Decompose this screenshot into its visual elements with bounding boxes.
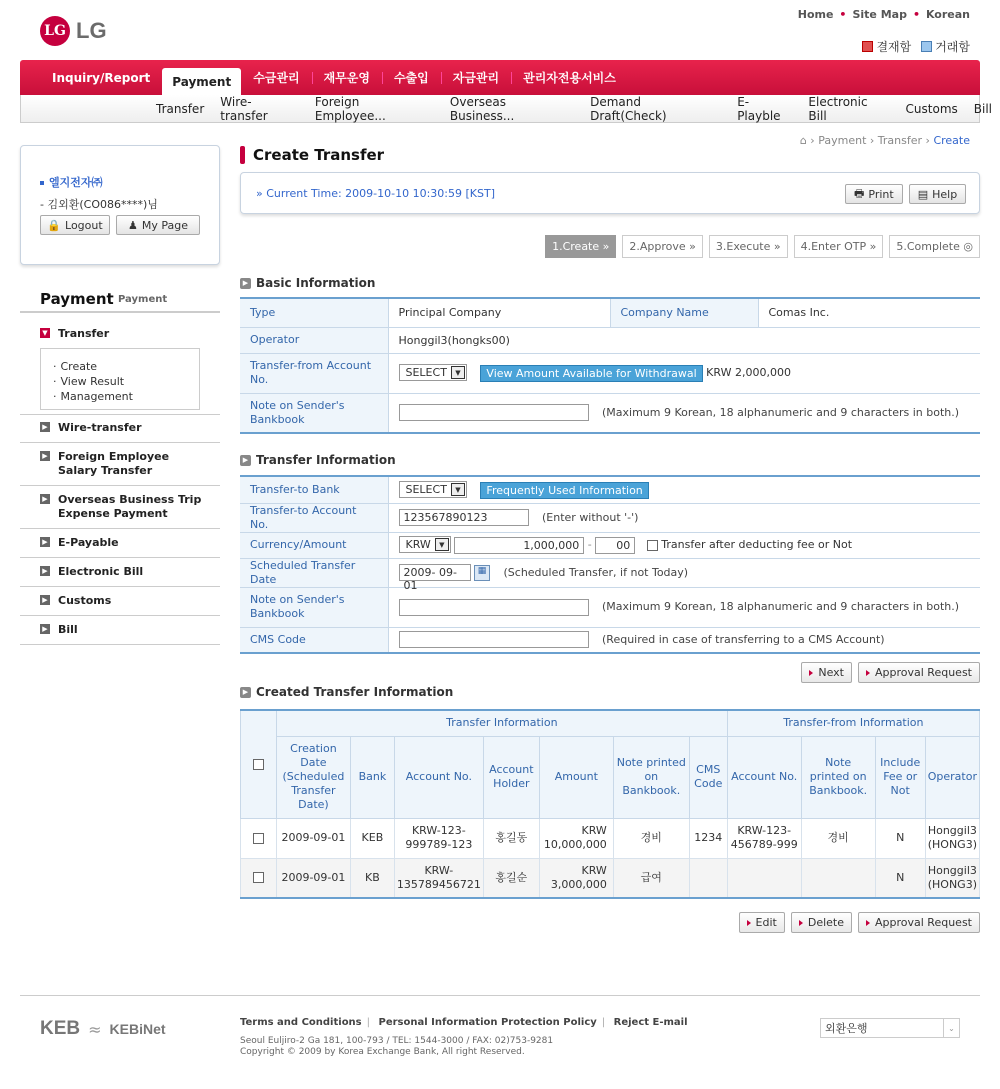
breadcrumb: ⌂ › Payment › Transfer › Create bbox=[799, 134, 970, 147]
basic-info-table bbox=[240, 297, 980, 434]
dropdown-arrow-icon: ▼ bbox=[435, 538, 449, 551]
reject-email-link[interactable]: Reject E-mail bbox=[613, 1017, 688, 1028]
section-title-text: Created Transfer Information bbox=[256, 685, 454, 699]
footer-divider bbox=[20, 995, 980, 996]
collapse-icon: ▼ bbox=[40, 328, 50, 338]
print-icon: 🖶 bbox=[854, 186, 865, 200]
home-link[interactable]: Home bbox=[797, 8, 834, 21]
approval-box-label: 결재함 bbox=[876, 40, 912, 54]
gnb-finance[interactable]: 재무운영 bbox=[312, 60, 382, 95]
family-site-value: 외환은행 bbox=[825, 1022, 868, 1035]
created-info-title bbox=[240, 685, 453, 699]
select-all-checkbox[interactable] bbox=[253, 759, 264, 770]
person-icon: ♟ bbox=[127, 218, 138, 232]
scheduled-date-input[interactable]: 2009- 09-01 bbox=[399, 564, 471, 581]
cell-include-fee: N bbox=[875, 858, 925, 898]
approval-request-button[interactable]: Approval Request bbox=[858, 662, 980, 683]
row-checkbox[interactable] bbox=[253, 872, 264, 883]
deduct-fee-checkbox[interactable] bbox=[647, 540, 658, 551]
cell-operator: Honggil3 (HONG3) bbox=[925, 858, 979, 898]
section-icon: ▶ bbox=[240, 278, 251, 289]
cell-note: 급여 bbox=[613, 858, 689, 898]
sidebar-title: Payment bbox=[40, 290, 114, 308]
page-actions bbox=[845, 184, 966, 204]
top-links: Home • Site Map • Korean bbox=[797, 8, 970, 21]
gnb-inquiry-report[interactable]: Inquiry/Report bbox=[52, 70, 151, 85]
help-icon: ▤ bbox=[917, 187, 929, 201]
sidebar-item-label: Foreign Employee Salary Transfer bbox=[58, 450, 170, 477]
calendar-icon[interactable]: ▦ bbox=[474, 565, 490, 581]
cell-from-note: 경비 bbox=[801, 818, 875, 858]
from-account-select-value: SELECT bbox=[405, 366, 447, 380]
currency-select-value: KRW bbox=[405, 538, 431, 552]
sidebar-item-customs[interactable] bbox=[40, 594, 111, 607]
lg-logo[interactable] bbox=[40, 16, 107, 46]
currency-select[interactable] bbox=[399, 536, 451, 553]
step-indicator bbox=[545, 235, 980, 258]
expand-icon: ▶ bbox=[40, 494, 50, 504]
cell-bank: KEB bbox=[350, 818, 394, 858]
footer-links: Terms and Conditions | Personal Information Protection Policy | Reject E-mail bbox=[240, 1017, 688, 1028]
basic-info-title bbox=[240, 276, 375, 290]
sidebar-item-label: Bill bbox=[58, 623, 78, 636]
scheduled-date-label: Scheduled Transfer Date bbox=[240, 558, 388, 587]
cell-amount: KRW 3,000,000 bbox=[539, 858, 613, 898]
expand-icon: ▶ bbox=[40, 451, 50, 461]
cell-cms-code: 1234 bbox=[689, 818, 727, 858]
to-bank-select[interactable] bbox=[399, 481, 467, 498]
step-complete: 5.Complete ◎ bbox=[889, 235, 980, 258]
transaction-box-icon bbox=[921, 41, 932, 52]
my-page-button[interactable] bbox=[116, 215, 200, 235]
col-bank: Bank bbox=[350, 736, 394, 818]
cell-account-no: KRW-123-999789-123 bbox=[394, 818, 483, 858]
gnb-import-export[interactable]: 수출입 bbox=[382, 60, 441, 95]
sidebar-divider bbox=[20, 528, 220, 529]
sidebar-divider bbox=[20, 414, 220, 415]
approval-request-button-2[interactable]: Approval Request bbox=[858, 912, 980, 933]
keb-logo-text: KEB bbox=[40, 1018, 81, 1039]
expand-icon: ▶ bbox=[40, 624, 50, 634]
to-account-label: Transfer-to Account No. bbox=[240, 503, 388, 532]
table-row[interactable] bbox=[241, 858, 980, 898]
transfer-actions bbox=[801, 662, 980, 683]
subnav-bill[interactable]: Bill bbox=[973, 102, 993, 116]
submenu-create[interactable]: · Create bbox=[53, 359, 187, 374]
subnav-wire-transfer[interactable]: Wire-transfer bbox=[220, 95, 268, 123]
view-amount-button[interactable]: View Amount Available for Withdrawal bbox=[480, 365, 702, 382]
col-from-account-no: Account No. bbox=[727, 736, 801, 818]
step-create: 1.Create » bbox=[545, 235, 616, 258]
current-time: » Current Time: 2009-10-10 10:30:59 [KST] bbox=[256, 187, 495, 200]
dropdown-arrow-icon: ▼ bbox=[451, 366, 465, 379]
col-operator: Operator bbox=[925, 736, 979, 818]
group-header-transfer: Transfer Information bbox=[276, 710, 727, 736]
subnav-e-payable[interactable]: E-Playble bbox=[737, 95, 781, 123]
keb-wave-icon: ≈ bbox=[88, 1019, 102, 1039]
cell-from-note bbox=[801, 858, 875, 898]
decimal-input[interactable]: 00 bbox=[595, 537, 635, 554]
col-amount: Amount bbox=[539, 736, 613, 818]
company-name-label: Company Name bbox=[610, 298, 758, 327]
operator-label: Operator bbox=[240, 327, 388, 353]
cell-date: 2009-09-01 bbox=[276, 818, 350, 858]
sidebar-item-label: E-Payable bbox=[58, 536, 119, 549]
cell-cms-code bbox=[689, 858, 727, 898]
sidebar-divider bbox=[20, 485, 220, 486]
cell-from-account: KRW-123-456789-999 bbox=[727, 818, 801, 858]
company-name: 엘지전자㈜ bbox=[40, 174, 103, 190]
sub-nav bbox=[148, 95, 1000, 123]
address-text: Seoul Euljiro-2 Ga 181, 100-793 / TEL: 1544-3000 / FAX: 02)753-9281 bbox=[240, 1036, 554, 1046]
from-account-select[interactable] bbox=[399, 364, 467, 381]
type-label: Type bbox=[240, 298, 388, 327]
sidebar-item-label: Electronic Bill bbox=[58, 565, 144, 578]
sidebar-item-bill[interactable] bbox=[40, 623, 78, 636]
sidebar-divider bbox=[20, 557, 220, 558]
operator-value: Honggil3(hongks00) bbox=[388, 327, 980, 353]
home-icon[interactable]: ⌂ bbox=[799, 134, 807, 147]
help-label: Help bbox=[932, 187, 958, 201]
section-title-text: Transfer Information bbox=[256, 453, 396, 467]
table-row[interactable] bbox=[241, 818, 980, 858]
transaction-box-label: 거래함 bbox=[935, 40, 970, 54]
edit-button[interactable]: Edit bbox=[739, 912, 785, 933]
type-value: Principal Company bbox=[388, 298, 610, 327]
col-account-no: Account No. bbox=[394, 736, 483, 818]
sidebar-divider bbox=[20, 644, 220, 645]
transaction-box-link[interactable] bbox=[921, 38, 970, 55]
available-amount: KRW 2,000,000 bbox=[706, 366, 791, 380]
cell-holder: 홍길순 bbox=[483, 858, 539, 898]
cms-code-hint: (Required in case of transferring to a CMS Account) bbox=[602, 632, 885, 646]
to-account-input[interactable]: 123567890123 bbox=[399, 509, 529, 526]
transfer-info-title bbox=[240, 453, 396, 467]
language-link[interactable]: Korean bbox=[925, 8, 970, 21]
expand-icon: ▶ bbox=[40, 595, 50, 605]
sidebar-item-label: Transfer bbox=[58, 327, 110, 340]
subnav-customs[interactable]: Customs bbox=[905, 102, 958, 116]
sender-note-input[interactable] bbox=[399, 404, 589, 421]
group-header-transfer-from: Transfer-from Information bbox=[727, 710, 979, 736]
breadcrumb-transfer[interactable]: Transfer bbox=[877, 134, 923, 147]
step-enter-otp: 4.Enter OTP » bbox=[794, 235, 884, 258]
sidebar-item-label: Overseas Business Trip Expense Payment bbox=[58, 493, 202, 520]
sidebar-divider bbox=[20, 311, 220, 313]
amount-separator: - bbox=[587, 538, 592, 552]
cell-account-no: KRW-135789456721 bbox=[394, 858, 483, 898]
sidebar-item-e-payable[interactable] bbox=[40, 536, 119, 549]
dropdown-arrow-icon: ▼ bbox=[451, 483, 465, 496]
sidebar-item-transfer[interactable] bbox=[40, 327, 109, 340]
title-marker bbox=[240, 146, 245, 164]
col-from-note: Note printed on Bankbook. bbox=[801, 736, 875, 818]
cell-amount: KRW 10,000,000 bbox=[539, 818, 613, 858]
from-account-label: Transfer-from Account No. bbox=[240, 353, 388, 393]
row-checkbox[interactable] bbox=[253, 833, 264, 844]
help-button[interactable] bbox=[909, 184, 966, 204]
sidebar-divider bbox=[20, 586, 220, 587]
gnb-admin[interactable]: 관리자전용서비스 bbox=[511, 60, 628, 95]
amount-input[interactable]: 1,000,000 bbox=[454, 537, 584, 554]
currency-amount-label: Currency/Amount bbox=[240, 532, 388, 558]
subnav-electronic-bill[interactable]: Electronic Bill bbox=[808, 95, 868, 123]
sidebar-divider bbox=[20, 442, 220, 443]
expand-icon: ▶ bbox=[40, 537, 50, 547]
expand-icon: ▶ bbox=[40, 566, 50, 576]
logout-button[interactable] bbox=[40, 215, 110, 235]
delete-button[interactable]: Delete bbox=[791, 912, 852, 933]
submenu-management[interactable]: · Management bbox=[53, 389, 187, 404]
frequent-info-button[interactable]: Frequently Used Information bbox=[480, 482, 648, 499]
print-label: Print bbox=[868, 187, 894, 201]
breadcrumb-create: Create bbox=[933, 134, 970, 147]
gnb-collection[interactable]: 수금관리 bbox=[253, 71, 300, 85]
sidebar-item-foreign-employee[interactable] bbox=[40, 450, 210, 478]
to-bank-select-value: SELECT bbox=[405, 483, 447, 496]
lock-icon: 🔒 bbox=[47, 218, 62, 232]
logout-label: Logout bbox=[65, 218, 103, 232]
subnav-overseas-business[interactable]: Overseas Business... bbox=[449, 95, 515, 123]
lg-logo-text: LG bbox=[76, 18, 107, 43]
cell-operator: Honggil3 (HONG3) bbox=[925, 818, 979, 858]
cell-date: 2009-09-01 bbox=[276, 858, 350, 898]
sitemap-link[interactable]: Site Map bbox=[852, 8, 907, 21]
col-creation-date: Creation Date (Scheduled Transfer Date) bbox=[276, 736, 350, 818]
copyright-text: Copyright © 2009 by Korea Exchange Bank, All right Reserved. bbox=[240, 1047, 525, 1057]
gnb-funds[interactable]: 자금관리 bbox=[441, 60, 511, 95]
global-nav bbox=[40, 60, 628, 95]
family-site-select[interactable] bbox=[820, 1018, 960, 1038]
sidebar-item-label: Customs bbox=[58, 594, 112, 607]
scheduled-date-hint: (Scheduled Transfer, if not Today) bbox=[503, 565, 689, 579]
sidebar-divider bbox=[20, 615, 220, 616]
cell-from-account bbox=[727, 858, 801, 898]
user-actions bbox=[40, 215, 200, 235]
created-transfer-table bbox=[240, 709, 980, 899]
to-bank-label: Transfer-to Bank bbox=[240, 476, 388, 503]
section-icon: ▶ bbox=[240, 455, 251, 466]
sidebar-item-label: Wire-transfer bbox=[58, 421, 142, 434]
subnav-foreign-employee[interactable]: Foreign Employee... bbox=[314, 95, 386, 123]
lg-logo-mark: LG bbox=[40, 16, 70, 46]
cell-bank: KB bbox=[350, 858, 394, 898]
expand-icon: ▶ bbox=[40, 422, 50, 432]
sidebar-item-overseas-trip[interactable] bbox=[40, 493, 210, 521]
section-title-text: Basic Information bbox=[256, 276, 376, 290]
breadcrumb-payment[interactable]: Payment bbox=[818, 134, 867, 147]
page-title bbox=[240, 146, 384, 164]
approval-box-icon bbox=[862, 41, 873, 52]
transfer-info-table bbox=[240, 475, 980, 654]
col-include-fee: Include Fee or Not bbox=[875, 736, 925, 818]
cms-code-label: CMS Code bbox=[240, 627, 388, 653]
terms-link[interactable]: Terms and Conditions bbox=[240, 1017, 362, 1028]
kebinet-logo-text: KEBiNet bbox=[109, 1021, 166, 1037]
deduct-fee-label: Transfer after deducting fee or Not bbox=[661, 538, 853, 552]
page-title-text: Create Transfer bbox=[253, 146, 385, 164]
transfer-note-hint: (Maximum 9 Korean, 18 alphanumeric and 9 characters in both.) bbox=[602, 600, 960, 613]
approval-box-link[interactable] bbox=[862, 38, 911, 55]
col-account-holder: Account Holder bbox=[483, 736, 539, 818]
sidebar-subtitle: Payment bbox=[118, 294, 168, 305]
cell-holder: 홍길동 bbox=[483, 818, 539, 858]
sidebar-item-electronic-bill[interactable] bbox=[40, 565, 143, 578]
chevron-down-icon: ⌄ bbox=[943, 1019, 959, 1037]
print-button[interactable] bbox=[845, 184, 903, 204]
col-note: Note printed on Bankbook. bbox=[613, 736, 689, 818]
footer-address bbox=[240, 1036, 553, 1058]
submenu-view-result[interactable]: · View Result bbox=[53, 374, 187, 389]
keb-logo bbox=[40, 1018, 166, 1040]
transfer-note-input[interactable] bbox=[399, 599, 589, 616]
subnav-transfer[interactable]: Transfer bbox=[156, 102, 205, 116]
quick-links bbox=[862, 38, 970, 55]
to-account-hint: (Enter without '-') bbox=[542, 510, 639, 524]
step-approve: 2.Approve » bbox=[622, 235, 703, 258]
next-button[interactable]: Next bbox=[801, 662, 852, 683]
col-cms-code: CMS Code bbox=[689, 736, 727, 818]
sidebar-item-wire-transfer[interactable] bbox=[40, 421, 142, 434]
transfer-submenu bbox=[40, 348, 200, 410]
sender-note-label: Note on Sender's Bankbook bbox=[240, 393, 388, 433]
section-icon: ▶ bbox=[240, 687, 251, 698]
sender-note-label-2: Note on Sender's Bankbook bbox=[240, 587, 388, 627]
cms-code-input[interactable] bbox=[399, 631, 589, 648]
gnb-payment[interactable]: Payment bbox=[162, 68, 241, 96]
list-actions bbox=[739, 912, 980, 933]
user-name: - 김외환(CO086****)님 bbox=[40, 198, 158, 211]
cell-include-fee: N bbox=[875, 818, 925, 858]
sender-note-hint: (Maximum 9 Korean, 18 alphanumeric and 9 characters in both.) bbox=[602, 405, 960, 419]
cell-note: 경비 bbox=[613, 818, 689, 858]
subnav-demand-draft[interactable]: Demand Draft(Check) bbox=[590, 95, 667, 123]
step-execute: 3.Execute » bbox=[709, 235, 788, 258]
my-page-label: My Page bbox=[141, 218, 188, 232]
privacy-link[interactable]: Personal Information Protection Policy bbox=[378, 1017, 597, 1028]
company-name-value: Comas Inc. bbox=[758, 298, 980, 327]
